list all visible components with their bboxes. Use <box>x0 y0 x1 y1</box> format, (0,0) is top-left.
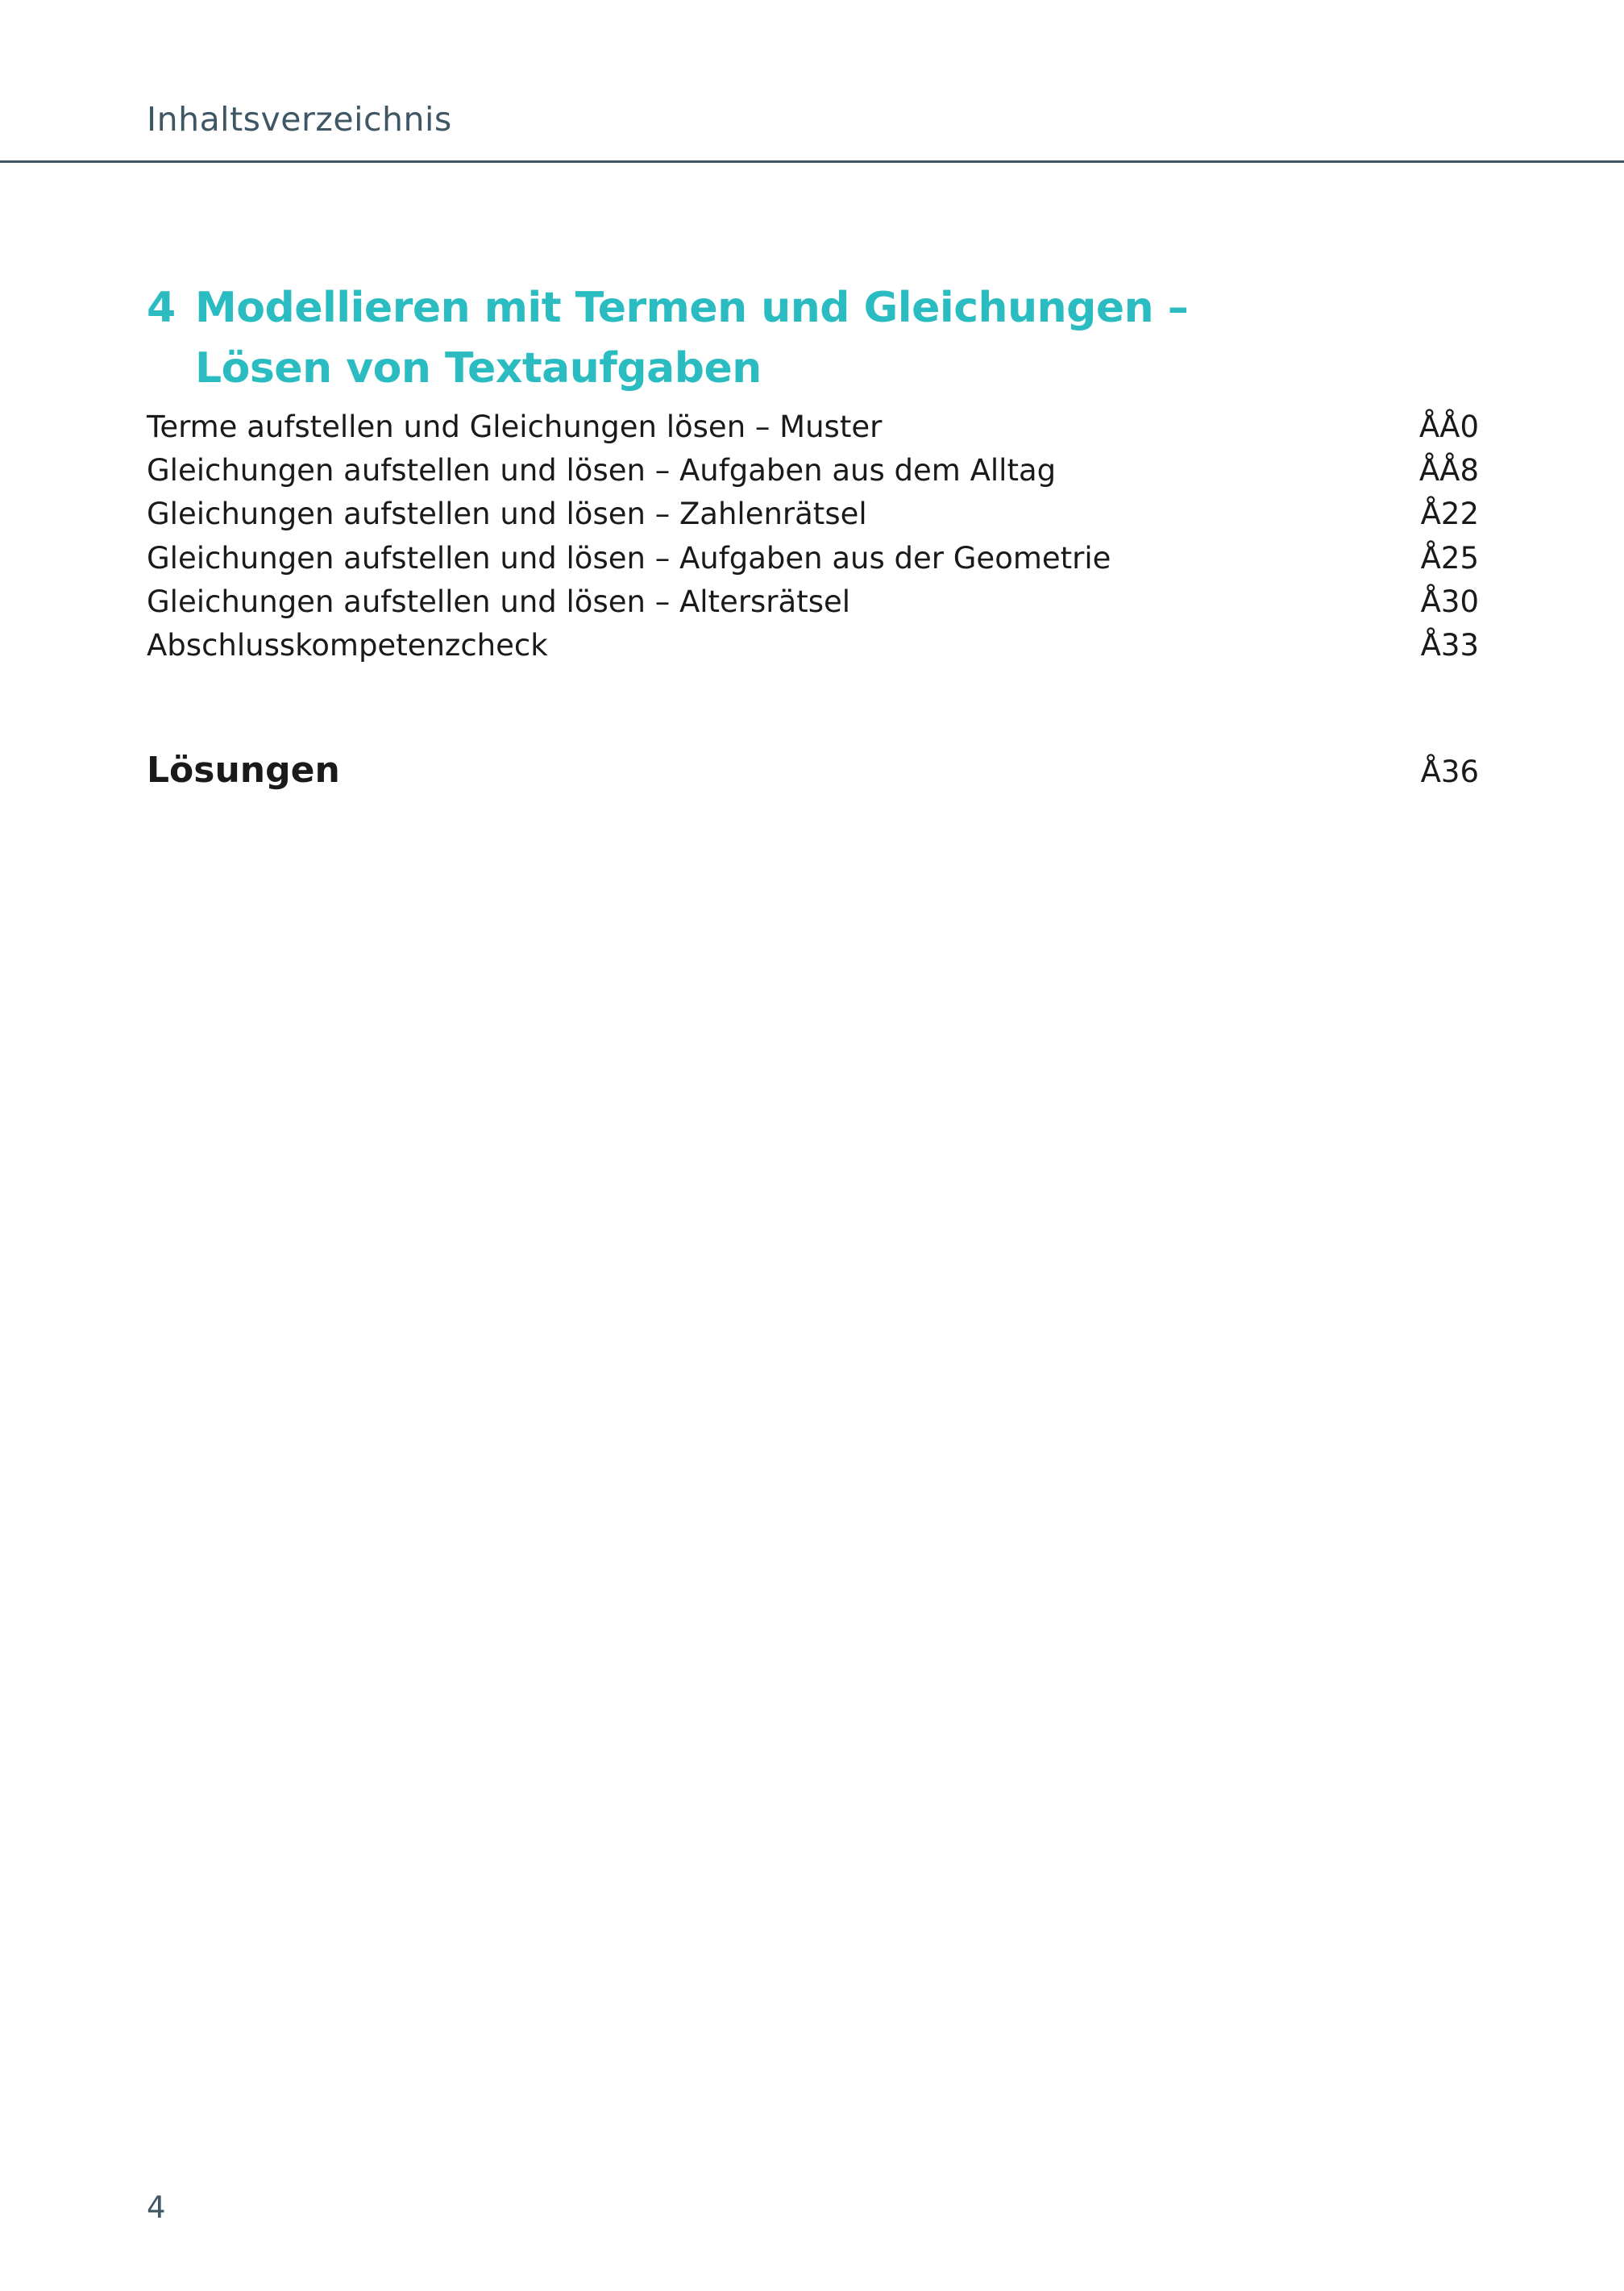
chapter-title-line-2: Lösen von Textaufgaben <box>195 344 762 393</box>
solutions-page: Å36 <box>1420 755 1479 789</box>
page-number: 4 <box>147 2190 166 2225</box>
toc-entry-page: Å30 <box>1420 584 1479 619</box>
chapter-section <box>147 278 1485 399</box>
toc-entry-title: Gleichungen aufstellen und lösen – Zahlenrätsel <box>147 497 867 532</box>
toc-entry-title: Gleichungen aufstellen und lösen – Aufgaben aus der Geometrie <box>147 540 1111 576</box>
page-header <box>0 0 1624 163</box>
toc-entry[interactable] <box>147 449 1479 493</box>
toc-entry-title: Abschlusskompetenzcheck <box>147 627 548 663</box>
header-title: Inhaltsverzeichnis <box>147 100 452 139</box>
solutions-title: Lösungen <box>147 750 340 791</box>
toc-entry[interactable] <box>147 405 1479 449</box>
toc-entry-page: Å25 <box>1420 540 1479 576</box>
toc-entry[interactable] <box>147 493 1479 536</box>
toc-list <box>147 405 1479 667</box>
header-divider <box>0 160 1624 163</box>
toc-entry-title: Terme aufstellen und Gleichungen lösen – Muster <box>147 410 883 444</box>
toc-entry[interactable] <box>147 537 1479 580</box>
toc-entry[interactable] <box>147 580 1479 624</box>
toc-entry-page: Å22 <box>1420 497 1479 532</box>
chapter-heading <box>147 278 1485 399</box>
toc-entry-page: Å33 <box>1420 627 1479 663</box>
toc-entry-title: Gleichungen aufstellen und lösen – Altersrätsel <box>147 584 851 619</box>
toc-entry-title: Gleichungen aufstellen und lösen – Aufgaben aus dem Alltag <box>147 453 1057 489</box>
chapter-title-line-1: Modellieren mit Termen und Gleichungen – <box>195 284 1189 332</box>
toc-entry-page: ÅÅ8 <box>1418 453 1479 489</box>
toc-entry[interactable] <box>147 624 1479 667</box>
chapter-title <box>195 278 1485 399</box>
toc-entry-page: ÅÅ0 <box>1418 410 1479 444</box>
solutions-entry[interactable] <box>147 750 1479 791</box>
chapter-number: 4 <box>147 284 176 332</box>
